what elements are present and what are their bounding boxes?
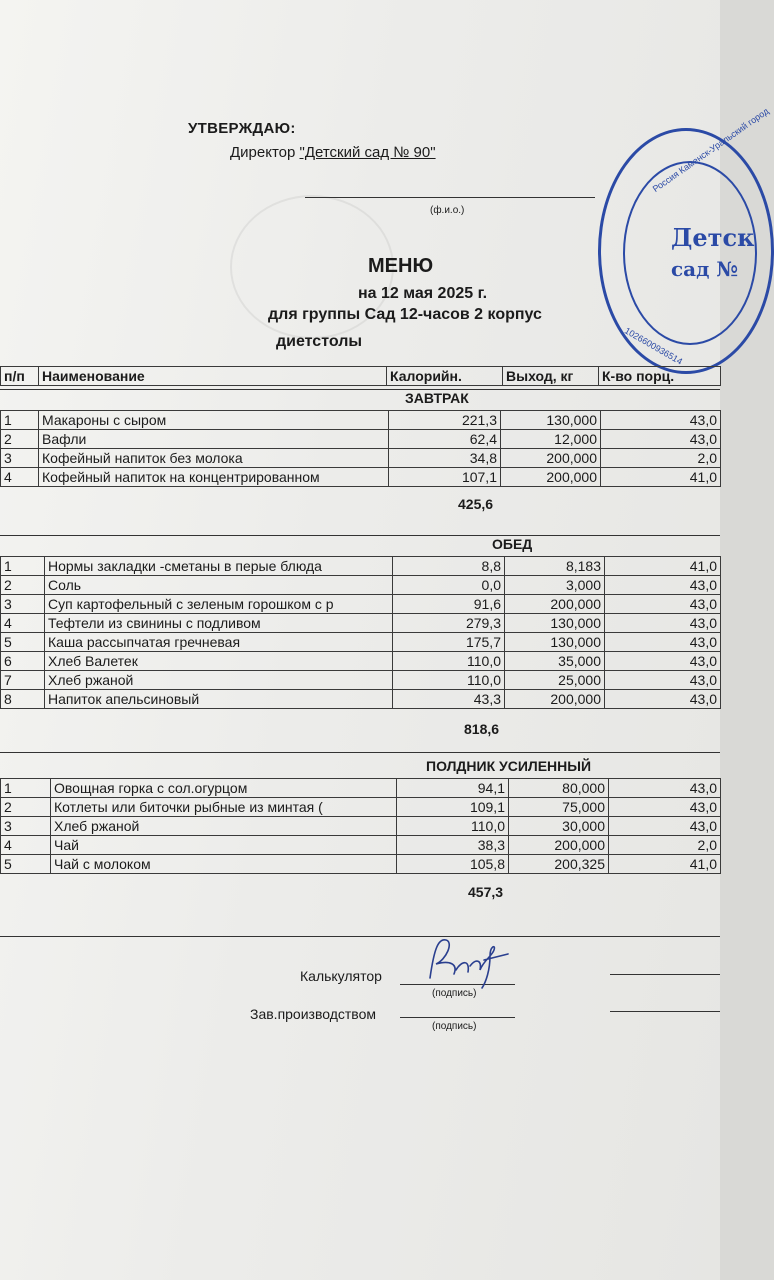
row-name: Нормы закладки -сметаны в перые блюда bbox=[45, 557, 393, 576]
row-calories: 110,0 bbox=[393, 652, 505, 671]
row-calories: 91,6 bbox=[393, 595, 505, 614]
approval-title: УТВЕРЖДАЮ: bbox=[188, 120, 296, 137]
row-name: Чай с молоком bbox=[51, 855, 397, 874]
row-name: Котлеты или биточки рыбные из минтая ( bbox=[51, 798, 397, 817]
lunch-total: 818,6 bbox=[464, 721, 500, 737]
director-signature-line bbox=[305, 197, 595, 198]
row-calories: 8,8 bbox=[393, 557, 505, 576]
row-output: 200,325 bbox=[509, 855, 609, 874]
row-output: 8,183 bbox=[505, 557, 605, 576]
row-name: Каша рассыпчатая гречневая bbox=[45, 633, 393, 652]
row-output: 30,000 bbox=[509, 817, 609, 836]
table-row bbox=[1, 633, 721, 652]
row-calories: 105,8 bbox=[397, 855, 509, 874]
row-output: 75,000 bbox=[509, 798, 609, 817]
row-output: 200,000 bbox=[501, 449, 601, 468]
table-row bbox=[1, 690, 721, 709]
row-name: Хлеб ржаной bbox=[45, 671, 393, 690]
row-output: 130,000 bbox=[505, 614, 605, 633]
row-name: Макароны с сыром bbox=[39, 411, 389, 430]
table-row bbox=[1, 836, 721, 855]
section-rule bbox=[0, 752, 720, 753]
section-rule bbox=[0, 535, 720, 536]
row-num: 3 bbox=[1, 595, 45, 614]
header-calories: Калорийн. bbox=[387, 367, 503, 386]
row-output: 3,000 bbox=[505, 576, 605, 595]
row-name: Соль bbox=[45, 576, 393, 595]
official-stamp bbox=[598, 105, 774, 374]
stamp-text-line2: сад № bbox=[671, 257, 739, 281]
row-output: 130,000 bbox=[505, 633, 605, 652]
row-portions: 43,0 bbox=[605, 652, 721, 671]
table-row bbox=[1, 411, 721, 430]
row-name: Хлеб Валетек bbox=[45, 652, 393, 671]
production-label: Зав.производством bbox=[250, 1006, 376, 1022]
row-calories: 175,7 bbox=[393, 633, 505, 652]
row-num: 8 bbox=[1, 690, 45, 709]
row-calories: 0,0 bbox=[393, 576, 505, 595]
row-portions: 2,0 bbox=[609, 836, 721, 855]
table-header bbox=[0, 366, 721, 386]
row-name: Вафли bbox=[39, 430, 389, 449]
row-output: 200,000 bbox=[509, 836, 609, 855]
header-name: Наименование bbox=[39, 367, 387, 386]
lunch-rows bbox=[1, 557, 721, 709]
row-num: 5 bbox=[1, 855, 51, 874]
menu-date: на 12 мая 2025 г. bbox=[358, 285, 488, 302]
row-name: Суп картофельный с зеленым горошком с р bbox=[45, 595, 393, 614]
menu-group: для группы Сад 12-часов 2 корпус bbox=[268, 306, 542, 323]
row-output: 12,000 bbox=[501, 430, 601, 449]
row-num: 6 bbox=[1, 652, 45, 671]
header-output: Выход, кг bbox=[503, 367, 599, 386]
table-row bbox=[1, 671, 721, 690]
calculator-sign-caption: (подпись) bbox=[432, 988, 477, 999]
row-name: Кофейный напиток без молока bbox=[39, 449, 389, 468]
row-calories: 279,3 bbox=[393, 614, 505, 633]
row-output: 25,000 bbox=[505, 671, 605, 690]
production-signature-line bbox=[400, 1017, 515, 1018]
section-title-breakfast: ЗАВТРАК bbox=[405, 390, 469, 406]
table-row bbox=[1, 468, 721, 487]
stamp-inner-ring bbox=[623, 161, 757, 345]
row-num: 2 bbox=[1, 576, 45, 595]
handwritten-signature bbox=[420, 930, 520, 990]
row-num: 7 bbox=[1, 671, 45, 690]
section-rule bbox=[0, 936, 720, 937]
table-row bbox=[1, 557, 721, 576]
production-sign-caption: (подпись) bbox=[432, 1021, 477, 1032]
row-calories: 38,3 bbox=[397, 836, 509, 855]
row-name: Тефтели из свинины с подливом bbox=[45, 614, 393, 633]
row-num: 1 bbox=[1, 411, 39, 430]
table-row bbox=[1, 614, 721, 633]
row-num: 1 bbox=[1, 779, 51, 798]
row-portions: 43,0 bbox=[605, 595, 721, 614]
table-row bbox=[1, 449, 721, 468]
director-line bbox=[230, 144, 436, 161]
director-organization: "Детский сад № 90" bbox=[299, 144, 436, 161]
row-calories: 110,0 bbox=[393, 671, 505, 690]
row-portions: 2,0 bbox=[601, 449, 721, 468]
table-row bbox=[1, 779, 721, 798]
row-calories: 109,1 bbox=[397, 798, 509, 817]
row-num: 5 bbox=[1, 633, 45, 652]
fio-caption: (ф.и.о.) bbox=[430, 205, 465, 216]
table-row bbox=[1, 576, 721, 595]
row-num: 4 bbox=[1, 836, 51, 855]
row-calories: 110,0 bbox=[397, 817, 509, 836]
section-rule bbox=[0, 389, 720, 390]
row-portions: 43,0 bbox=[605, 690, 721, 709]
row-portions: 43,0 bbox=[605, 614, 721, 633]
stamp-edge-text-bottom: 1026600936514 bbox=[622, 325, 685, 367]
row-num: 3 bbox=[1, 817, 51, 836]
header-portions: К-во порц. bbox=[599, 367, 721, 386]
row-output: 80,000 bbox=[509, 779, 609, 798]
breakfast-rows bbox=[1, 411, 721, 487]
row-portions: 43,0 bbox=[609, 817, 721, 836]
row-output: 200,000 bbox=[501, 468, 601, 487]
row-portions: 43,0 bbox=[601, 430, 721, 449]
menu-title: МЕНЮ bbox=[368, 255, 434, 277]
table-row bbox=[1, 595, 721, 614]
row-calories: 94,1 bbox=[397, 779, 509, 798]
stamp-edge-text-top: Россия Каменск-Уральский город bbox=[650, 105, 771, 195]
table-row bbox=[1, 855, 721, 874]
snack-total: 457,3 bbox=[468, 884, 504, 900]
section-title-snack: ПОЛДНИК УСИЛЕННЫЙ bbox=[426, 758, 592, 774]
row-output: 200,000 bbox=[505, 595, 605, 614]
row-name: Хлеб ржаной bbox=[51, 817, 397, 836]
director-prefix: Директор bbox=[230, 144, 296, 161]
row-portions: 43,0 bbox=[605, 576, 721, 595]
row-name: Напиток апельсиновый bbox=[45, 690, 393, 709]
breakfast-table bbox=[0, 410, 721, 487]
stamp-text-line1: Детск bbox=[671, 223, 755, 252]
row-num: 2 bbox=[1, 798, 51, 817]
table-row bbox=[1, 817, 721, 836]
breakfast-total: 425,6 bbox=[458, 496, 494, 512]
table-row bbox=[1, 430, 721, 449]
table-row bbox=[1, 652, 721, 671]
row-calories: 221,3 bbox=[389, 411, 501, 430]
row-num: 1 bbox=[1, 557, 45, 576]
row-name: Кофейный напиток на концентрированном bbox=[39, 468, 389, 487]
calculator-name-line bbox=[610, 974, 720, 975]
row-portions: 43,0 bbox=[605, 633, 721, 652]
row-num: 3 bbox=[1, 449, 39, 468]
row-calories: 107,1 bbox=[389, 468, 501, 487]
row-output: 200,000 bbox=[505, 690, 605, 709]
menu-diet: диетстолы bbox=[276, 333, 363, 350]
row-calories: 62,4 bbox=[389, 430, 501, 449]
calculator-label: Калькулятор bbox=[300, 968, 382, 984]
row-portions: 41,0 bbox=[605, 557, 721, 576]
row-output: 35,000 bbox=[505, 652, 605, 671]
section-title-lunch: ОБЕД bbox=[492, 536, 533, 552]
snack-rows bbox=[1, 779, 721, 874]
row-num: 4 bbox=[1, 468, 39, 487]
table-row bbox=[1, 798, 721, 817]
row-portions: 43,0 bbox=[609, 779, 721, 798]
row-calories: 34,8 bbox=[389, 449, 501, 468]
row-portions: 43,0 bbox=[605, 671, 721, 690]
row-name: Чай bbox=[51, 836, 397, 855]
row-num: 4 bbox=[1, 614, 45, 633]
row-portions: 43,0 bbox=[601, 411, 721, 430]
production-name-line bbox=[610, 1011, 720, 1012]
row-calories: 43,3 bbox=[393, 690, 505, 709]
lunch-table bbox=[0, 556, 721, 709]
row-name: Овощная горка с сол.огурцом bbox=[51, 779, 397, 798]
row-portions: 41,0 bbox=[609, 855, 721, 874]
snack-table bbox=[0, 778, 721, 874]
row-num: 2 bbox=[1, 430, 39, 449]
row-portions: 43,0 bbox=[609, 798, 721, 817]
row-output: 130,000 bbox=[501, 411, 601, 430]
header-num: п/п bbox=[1, 367, 39, 386]
row-portions: 41,0 bbox=[601, 468, 721, 487]
